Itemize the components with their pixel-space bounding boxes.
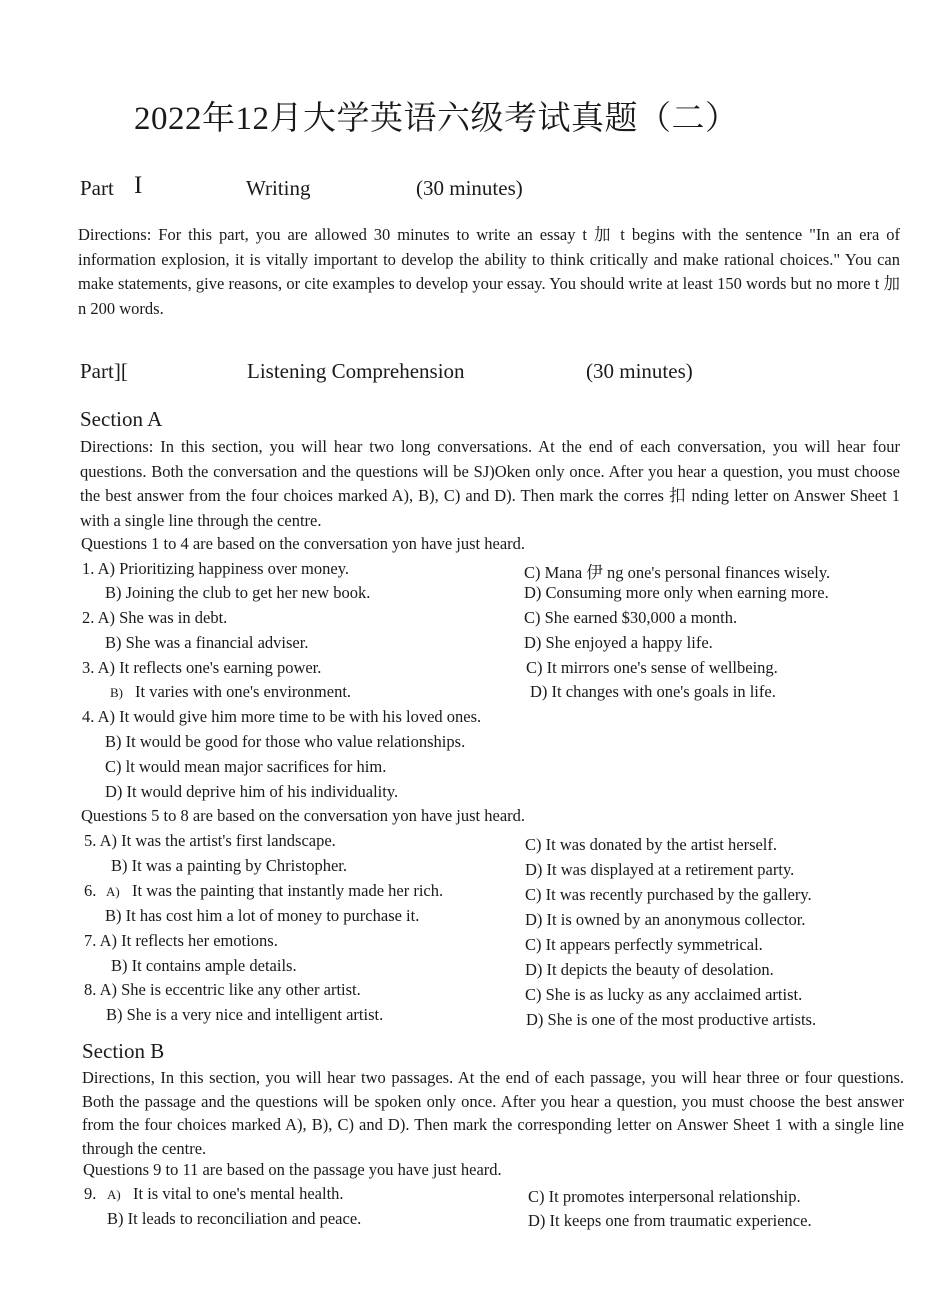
part1-time: (30 minutes) [416, 176, 523, 200]
q7-option-c: C) It appears perfectly symmetrical. [525, 935, 763, 954]
q4-option-a: 4. A) It would give him more time to be with his loved ones. [82, 707, 482, 726]
page-title: 2022年12月大学英语六级考试真题（二） [134, 101, 739, 137]
q9-option-d: D) It keeps one from traumatic experience. [528, 1211, 812, 1230]
q2-option-a: 2. A) She was in debt. [82, 608, 228, 627]
q7-option-a: 7. A) It reflects her emotions. [84, 931, 278, 950]
part2-label: Part][ [80, 359, 128, 383]
q9-option-a-letter: A) [107, 1187, 121, 1202]
q6-number: 6. [84, 881, 97, 900]
group1-intro: Questions 1 to 4 are based on the conversation yon have just heard. [81, 534, 526, 553]
q5-option-b: B) It was a painting by Christopher. [111, 856, 348, 875]
q1-option-a: 1. A) Prioritizing happiness over money. [82, 559, 350, 578]
q5-option-c: C) It was donated by the artist herself. [525, 835, 778, 854]
q4-option-b: B) It would be good for those who value relationships. [105, 732, 466, 751]
section-b-heading: Section B [82, 1039, 165, 1063]
q8-option-d: D) She is one of the most productive artists. [526, 1010, 817, 1029]
q8-option-a: 8. A) She is eccentric like any other artist. [84, 980, 361, 999]
part1-numeral: I [134, 172, 143, 199]
q4-option-d: D) It would deprive him of his individuality. [105, 782, 399, 801]
q6-option-a-letter: A) [106, 884, 120, 899]
q2-option-b: B) She was a financial adviser. [105, 633, 309, 652]
q3-option-b-letter: B) [110, 685, 123, 700]
q3-option-a: 3. A) It reflects one's earning power. [82, 658, 322, 677]
q4-option-c: C) lt would mean major sacrifices for him. [105, 757, 387, 776]
section-b-group1-intro: Questions 9 to 11 are based on the passage you have just heard. [83, 1160, 502, 1179]
q6-option-d: D) It is owned by an anonymous collector. [525, 910, 806, 929]
q5-option-a: 5. A) It was the artist's first landscape. [84, 831, 336, 850]
q8-option-b: B) She is a very nice and intelligent artist. [106, 1005, 384, 1024]
part1-name: Writing [246, 176, 311, 200]
q3-option-c: C) It mirrors one's sense of wellbeing. [526, 658, 778, 677]
part1-label: Part [80, 176, 114, 200]
part1-directions: Directions: For this part, you are allowed 30 minutes to write an essay t 加 t begins with the sentence "In an era of information explosion, it is vitally important to develop the ability to think critically and make rational choices." You can make statements, give reasons, or cite examples to develop your essay. You should write at least 150 words but no more t 加 n 200 words. [78, 225, 900, 318]
q9-option-a: It is vital to one's mental health. [133, 1184, 344, 1203]
q8-option-c: C) She is as lucky as any acclaimed artist. [525, 985, 803, 1004]
part2-name: Listening Comprehension [247, 359, 465, 383]
q1-option-c: C) Mana 伊 ng one's personal finances wisely. [524, 563, 831, 582]
q6-option-c: C) It was recently purchased by the gallery. [525, 885, 812, 904]
q9-number: 9. [84, 1184, 97, 1203]
q2-option-c: C) She earned $30,000 a month. [524, 608, 738, 627]
q6-option-b: B) It has cost him a lot of money to purchase it. [105, 906, 420, 925]
q6-option-a: It was the painting that instantly made her rich. [132, 881, 444, 900]
q2-option-d: D) She enjoyed a happy life. [524, 633, 713, 652]
section-b-directions: Directions, In this section, you will hear two passages. At the end of each passage, you will hear three or four questions. Both the passage and the questions will be spoken only once. After you hear a question, you must choose the best answer from the four choices marked A), B), C) and D). Then mark the corresponding letter on Answer Sheet 1 with a single line through the centre. [82, 1068, 904, 1158]
q7-option-d: D) It depicts the beauty of desolation. [525, 960, 774, 979]
q1-option-b: B) Joining the club to get her new book. [105, 583, 371, 602]
q9-option-b: B) It leads to reconciliation and peace. [107, 1209, 362, 1228]
group2-intro: Questions 5 to 8 are based on the conversation yon have just heard. [81, 806, 526, 825]
section-a-heading: Section A [80, 407, 163, 431]
q1-option-d: D) Consuming more only when earning more. [524, 583, 829, 602]
q7-option-b: B) It contains ample details. [111, 956, 297, 975]
q9-option-c: C) It promotes interpersonal relationship. [528, 1187, 801, 1206]
part2-time: (30 minutes) [586, 359, 693, 383]
q5-option-d: D) It was displayed at a retirement party. [525, 860, 795, 879]
section-a-directions: Directions: In this section, you will hear two long conversations. At the end of each conversation, you will hear four questions. Both the conversation and the questions will be SJ)Oken only once. After you hear a question, you must choose the best answer from the four choices marked A), B), C) and D). Then mark the corres 扣 nding letter on Answer Sheet 1 with a single line through the centre. [80, 437, 900, 530]
q3-option-b: It varies with one's environment. [135, 682, 352, 701]
q3-option-d: D) It changes with one's goals in life. [530, 682, 776, 701]
